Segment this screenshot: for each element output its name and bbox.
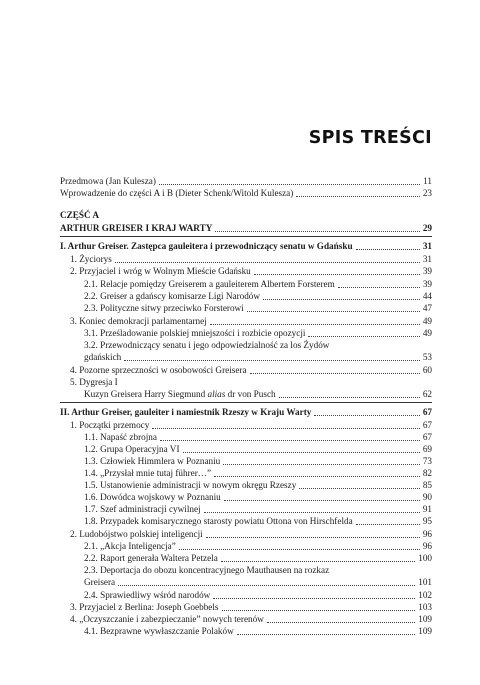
toc-entry-label: 1.3. Człowiek Himmlera w Poznaniu [84,456,221,466]
toc-page-number: 62 [422,389,432,399]
toc-page-number: 91 [422,504,432,514]
dot-leader [356,249,420,250]
dot-leader [237,634,415,635]
toc-entry-label: 4. „Oczyszczanie i zabezpieczanie” nowych terenów [70,614,264,624]
toc-entry-label: 2.2. Raport generała Waltera Petzela [84,553,218,563]
page-title: SPIS TREŚCI [308,128,432,148]
toc-entry-label: 1.5. Ustanowienie administracji w nowym okręgu Rzeszy [84,480,297,490]
dot-leader [210,324,420,325]
dot-leader [222,610,416,611]
toc-entry-label: 2.3. Polityczne sitwy przeciwko Forsterowi [84,303,244,313]
toc-entry [84,388,432,401]
dot-leader [224,500,420,501]
toc-page-number: 39 [422,266,432,276]
dot-leader [206,537,420,538]
dot-leader [160,440,420,441]
toc-page-number: 67 [422,407,432,417]
toc-entry-label: 1.2. Grupa Operacyjna VI [84,444,180,454]
toc-entry-label: 2.2. Greiser a gdańscy komisarze Ligi Narodów [84,291,261,301]
toc-entry [70,364,432,377]
dot-leader [223,464,420,465]
toc-entry [60,187,432,200]
toc-entry-label: I. Arthur Greiser. Zastępca gauleitera i przewodniczący senatu w Gdańsku [60,241,353,251]
dot-leader [183,452,420,453]
toc-page-number: 73 [422,456,432,466]
section-divider [60,236,432,237]
toc-entry-label: 2. Przyjaciel i wróg w Wolnym Mieście Gdańsku [70,266,251,276]
dot-leader [118,585,415,586]
toc-page-number: 11 [423,176,432,186]
toc-entry-label: 2.1. „Akcja Inteligencja” [84,541,176,551]
dot-leader [279,397,420,398]
toc-page-number: 109 [418,626,432,636]
toc-heading-line: CZĘŚĆ A [60,210,100,220]
toc-entry-label: 4.1. Bezprawne wywłaszczanie Polaków [84,626,234,636]
dot-leader [204,512,420,513]
toc-page-number: 109 [418,614,432,624]
toc-page-number: 100 [418,553,432,563]
toc-page-number: 96 [422,541,432,551]
toc-entry-label: Greisera [84,577,116,587]
toc-page-number: 95 [422,516,432,526]
dot-leader [214,476,420,477]
dot-leader [213,598,415,599]
toc-entry [84,576,432,589]
toc-page-number: 101 [418,577,432,587]
dot-leader [254,274,420,275]
toc-entry-label: 1.6. Dowódca wojskowy w Poznaniu [84,492,221,502]
toc-entry-label: II. Arthur Greiser, gauleiter i namiestnik Rzeszy w Kraju Warty [60,407,312,417]
toc-entry-label: gdańskich [84,352,122,362]
dot-leader [250,373,420,374]
toc-page-number: 67 [422,420,432,430]
toc-page-number: 96 [422,529,432,539]
dot-leader [159,184,420,185]
toc-page-number: 49 [422,328,432,338]
toc-entry [60,222,432,235]
toc-entry [84,351,432,364]
toc-entry-label: 3.1. Prześladowanie polskiej mniejszości i rozbicie opozycji [84,328,306,338]
toc-entry-label: Przedmowa (Jan Kulesza) [60,176,156,186]
dot-leader [356,524,420,525]
toc-entry-label: 4. Pozorne sprzeczności w osobowości Greisera [70,365,247,375]
toc-entry [84,515,432,528]
dot-leader [267,622,415,623]
dot-leader [263,299,420,300]
toc-entry-label: ARTHUR GREISER I KRAJ WARTY [60,223,213,233]
toc-entry-label: 2.1. Relacje pomiędzy Greiserem a gauleiterem Albertem Forsterem [84,279,335,289]
toc-entry-label: 2.4. Sprawiedliwy wśród narodów [84,590,211,600]
toc-entry-label: 1.7. Szef administracji cywilnej [84,504,201,514]
toc-entry-label: 3. Koniec demokracji parlamentarnej [70,316,207,326]
toc-page-number: 103 [418,602,432,612]
dot-leader [115,262,420,263]
toc-page-number: 31 [422,241,432,251]
toc-entry [60,240,432,253]
toc-page-number: 23 [422,188,432,198]
dot-leader [338,287,420,288]
toc-entry-label: Wprowadzenie do części A i B (Dieter Schenk/Witold Kulesza) [60,188,294,198]
dot-leader [179,549,420,550]
toc-entry-label: 1.8. Przypadek komisarycznego starosty powiatu Ottona von Hirschfelda [84,516,353,526]
toc-entry [60,406,432,419]
toc-heading-line: 2.3. Deportacja do obozu koncentracyjnego Mauthausen na rozkaz [84,565,330,575]
toc-heading-line: 3.2. Przewodniczący senatu i jego odpowiedzialność za los Żydów [84,340,330,350]
toc-entry-label: 1. Życiorys [70,254,112,264]
toc-page-number: 82 [422,468,432,478]
toc-entry-label: 1.1. Napaść zbrojna [84,432,157,442]
toc-entry [70,265,432,278]
dot-leader [314,415,419,416]
toc-page-number: 47 [422,303,432,313]
toc-page-number: 60 [422,365,432,375]
dot-leader [221,561,415,562]
dot-leader [299,488,420,489]
toc-page-number: 39 [422,279,432,289]
toc-page-number: 90 [422,492,432,502]
dot-leader [152,428,419,429]
toc-entry-label: 1.4. „Przysłał mnie tutaj führer…” [84,468,212,478]
toc-page-number: 53 [422,352,432,362]
toc-page-number: 31 [422,254,432,264]
dot-leader [247,311,420,312]
toc-page-number: 102 [418,590,432,600]
toc-page-number: 29 [422,223,432,233]
toc-page-number: 85 [422,480,432,490]
toc-entry [84,302,432,315]
dot-leader [296,196,419,197]
dot-leader [124,360,420,361]
toc-entry [84,625,432,638]
toc-entry-label: 3. Przyjaciel z Berlina: Joseph Goebbels [70,602,219,612]
toc-page-number: 69 [422,444,432,454]
toc-page-number: 67 [422,432,432,442]
dot-leader [215,231,419,232]
toc-page-number: 44 [422,291,432,301]
toc-entry-label: 2. Ludobójstwo polskiej inteligencji [70,529,203,539]
toc-entry-label: Kuzyn Greisera Harry Siegmund alias dr von Pusch [84,389,276,399]
dot-leader [308,336,419,337]
toc-entry-label: 1. Początki przemocy [70,420,150,430]
toc-heading-line: 5. Dygresja I [70,377,118,387]
toc-page-number: 49 [422,316,432,326]
section-divider [60,402,432,403]
